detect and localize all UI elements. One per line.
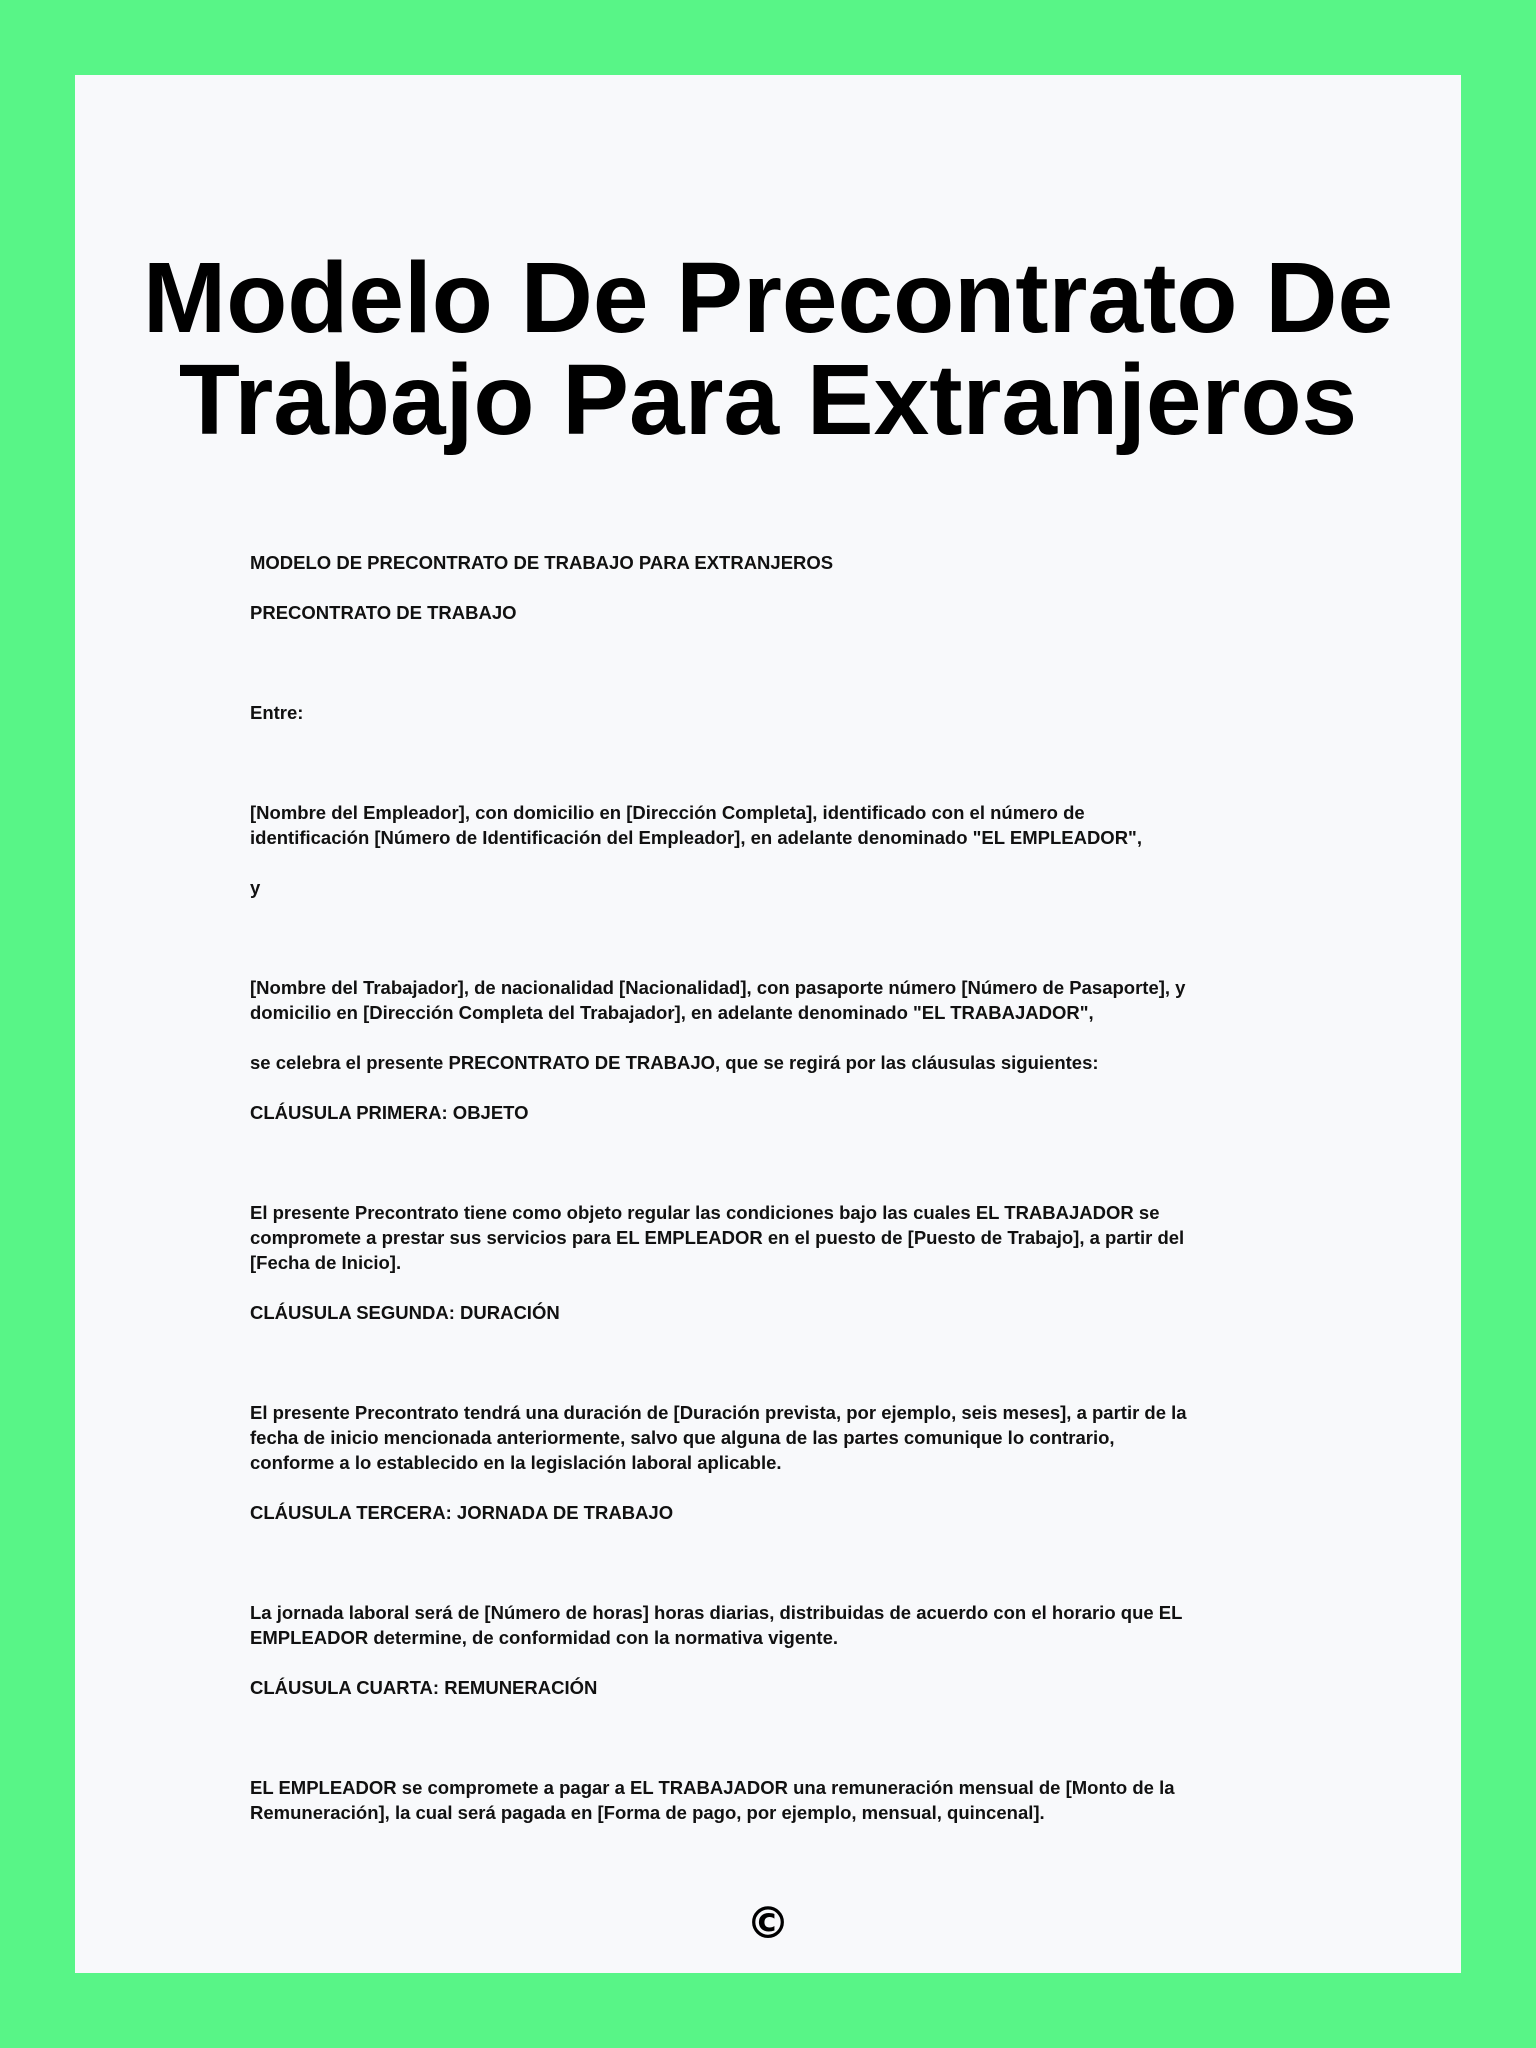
copyright-icon: © xyxy=(746,1898,790,1949)
paragraph-y: y xyxy=(250,877,261,898)
clause-text-third: La jornada laboral será de [Número de horas] horas diarias, distribuidas de acuerdo con el horario que EL EMPLEADOR determine, de conformidad con la normativa vigente. xyxy=(250,1602,1183,1648)
document-heading: MODELO DE PRECONTRATO DE TRABAJO PARA EXTRANJEROS xyxy=(250,552,834,573)
title-line-2: Trabajo Para Extranjeros xyxy=(178,344,1358,456)
document-title xyxy=(75,242,1461,456)
paragraph-worker: [Nombre del Trabajador], de nacionalidad [Nacionalidad], con pasaporte número [Número de Pasaporte], y domicilio en [Dirección Completa del Trabajador], en adelante denominado "EL TRABAJADOR", xyxy=(250,977,1186,1023)
title-line-1: Modelo De Precontrato De xyxy=(142,242,1394,354)
clause-heading-second: CLÁUSULA SEGUNDA: DURACIÓN xyxy=(250,1302,560,1323)
clause-text-fourth: EL EMPLEADOR se compromete a pagar a EL TRABAJADOR una remuneración mensual de [Monto de la Remuneración], la cual será pagada en [Forma de pago, por ejemplo, mensual, quincenal]. xyxy=(250,1777,1175,1823)
clause-text-second: El presente Precontrato tendrá una duración de [Duración prevista, por ejemplo, seis meses], a partir de la fecha de inicio mencionada anteriormente, salvo que alguna de las partes comunique lo contrario, conforme a lo establecido en la legislación laboral aplicable. xyxy=(250,1402,1187,1473)
clause-heading-third: CLÁUSULA TERCERA: JORNADA DE TRABAJO xyxy=(250,1502,674,1523)
clause-heading-fourth: CLÁUSULA CUARTA: REMUNERACIÓN xyxy=(250,1677,598,1698)
paragraph-celebration: se celebra el presente PRECONTRATO DE TRABAJO, que se regirá por las cláusulas siguientes: xyxy=(250,1052,1099,1073)
clause-heading-first: CLÁUSULA PRIMERA: OBJETO xyxy=(250,1102,529,1123)
paragraph-entre: Entre: xyxy=(250,702,304,723)
document-page xyxy=(75,75,1461,1973)
clause-text-first: El presente Precontrato tiene como objeto regular las condiciones bajo las cuales EL TRABAJADOR se compromete a prestar sus servicios para EL EMPLEADOR en el puesto de [Puesto de Trabajo], a partir del [Fecha de Inicio]. xyxy=(250,1202,1185,1273)
paragraph-employer: [Nombre del Empleador], con domicilio en [Dirección Completa], identificado con el número de identificación [Número de Identificación del Empleador], en adelante denominado "EL EMPLEADOR", xyxy=(250,802,1142,848)
document-subheading: PRECONTRATO DE TRABAJO xyxy=(250,602,517,623)
